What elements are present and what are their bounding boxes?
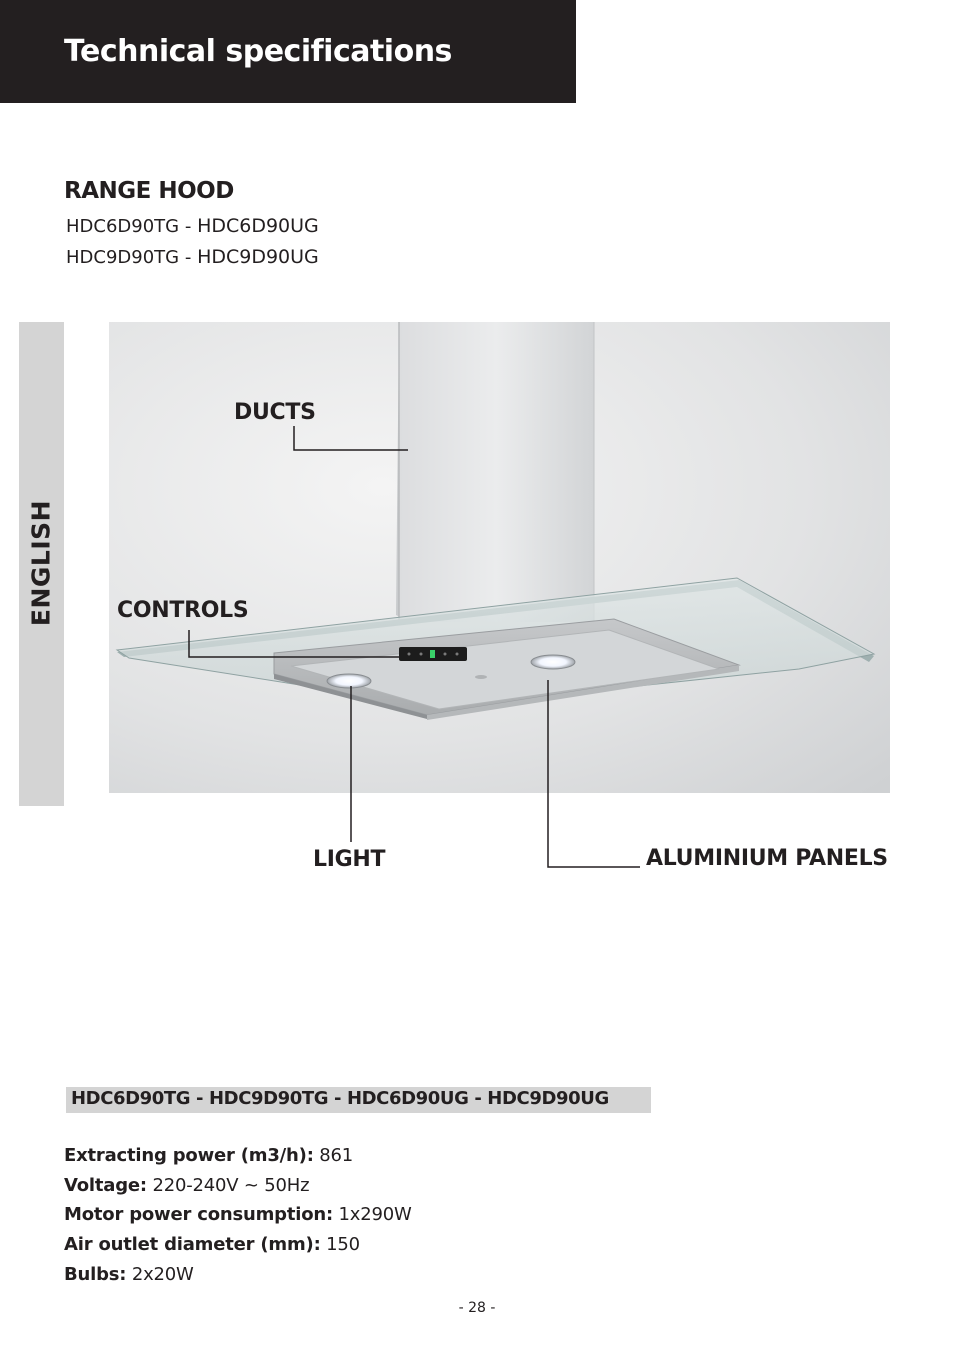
spec-value: 2x20W xyxy=(126,1264,194,1285)
model-code: HDC9D90TG - xyxy=(66,247,198,268)
spec-row-air-outlet xyxy=(64,1234,360,1255)
language-label: ENGLISH xyxy=(26,499,56,627)
model-code: HDC6D90UG xyxy=(197,215,319,237)
spec-label: Air outlet diameter (mm): xyxy=(64,1234,321,1255)
spec-header-models: HDC6D90TG - HDC9D90TG - HDC6D90UG - HDC9D90UG xyxy=(71,1088,609,1109)
page-number: - 28 - xyxy=(458,1300,496,1316)
spec-row-motor-power xyxy=(64,1204,412,1225)
spec-header-band xyxy=(66,1087,651,1113)
spec-value: 861 xyxy=(313,1145,353,1166)
model-line-2 xyxy=(66,246,319,268)
callout-ducts: DUCTS xyxy=(234,400,316,425)
spec-label: Motor power consumption: xyxy=(64,1204,333,1225)
spec-row-voltage xyxy=(64,1175,309,1196)
spec-label: Extracting power (m3/h): xyxy=(64,1145,314,1166)
page-title: Technical specifications xyxy=(64,34,452,69)
spec-label: Bulbs: xyxy=(64,1264,127,1285)
spec-value: 220-240V ~ 50Hz xyxy=(146,1175,310,1196)
callout-light: LIGHT xyxy=(313,847,386,872)
model-code: HDC9D90UG xyxy=(197,246,319,268)
spec-label: Voltage: xyxy=(64,1175,147,1196)
spec-row-extracting-power xyxy=(64,1145,353,1166)
model-line-1 xyxy=(66,215,319,237)
spec-row-bulbs xyxy=(64,1264,194,1285)
spec-value: 150 xyxy=(320,1234,360,1255)
product-title: RANGE HOOD xyxy=(64,178,234,204)
model-code: HDC6D90TG - xyxy=(66,216,198,237)
callout-controls: CONTROLS xyxy=(117,598,249,623)
spec-value: 1x290W xyxy=(333,1204,412,1225)
callout-aluminium-panels: ALUMINIUM PANELS xyxy=(646,846,888,871)
range-hood-photo xyxy=(109,322,890,793)
